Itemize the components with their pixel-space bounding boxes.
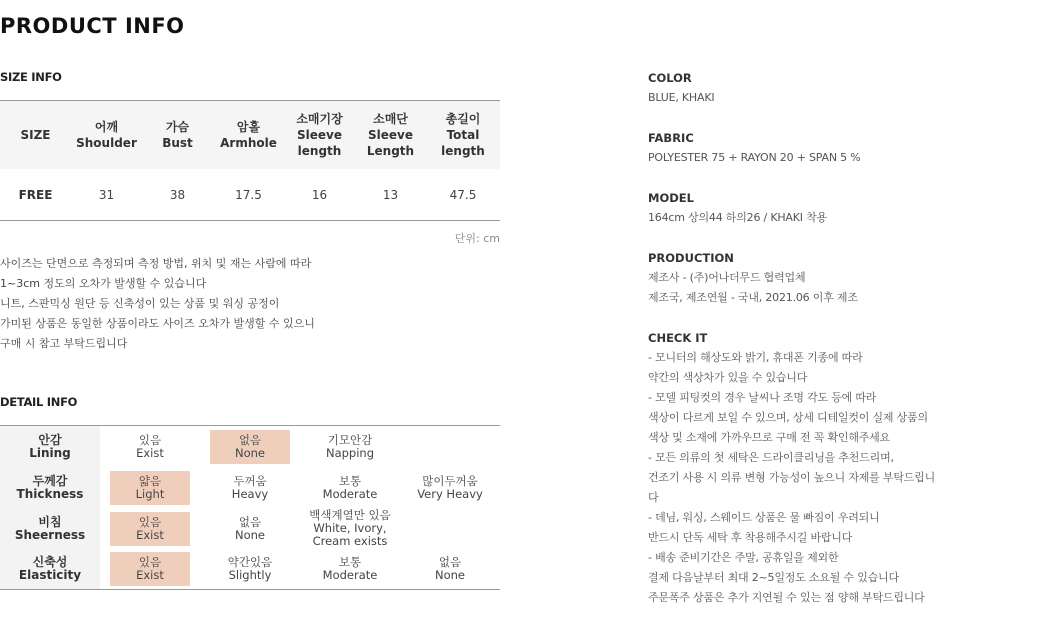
detail-row-header: 두께감 Thickness <box>0 467 100 508</box>
check-line: 색상 및 소재에 가까우므로 구매 전 꼭 확인해주세요 <box>648 431 891 444</box>
size-cell: 16 <box>311 187 328 202</box>
detail-option: 약간있음 Slightly <box>227 555 273 582</box>
note-line: 사이즈는 단면으로 측정되며 측정 방법, 위치 및 재는 사람에 따라 <box>0 257 312 270</box>
product-specs <box>648 68 1048 628</box>
size-notes <box>0 254 315 354</box>
production-value: 제조사 - (주)어나더무드 협력업체 <box>648 271 806 284</box>
size-header-bust: 가슴 Bust <box>162 120 193 150</box>
detail-option-cell <box>300 549 400 589</box>
detail-row-header: 안감 Lining <box>0 426 100 467</box>
detail-option-cell <box>300 508 400 549</box>
fabric-label: FABRIC <box>648 131 694 145</box>
detail-option: 보통 Moderate <box>322 473 378 501</box>
detail-option: 기모안감 Napping <box>325 432 375 460</box>
detail-option-cell <box>200 426 300 467</box>
detail-option-cell <box>100 549 200 589</box>
fabric-value: POLYESTER 75 + RAYON 20 + SPAN 5 % <box>648 151 861 164</box>
color-label: COLOR <box>648 71 692 85</box>
detail-option-cell <box>400 467 500 508</box>
fabric-group <box>648 128 1048 168</box>
check-line: - 배송 준비기간은 주말, 공휴일을 제외한 <box>648 551 839 564</box>
detail-row <box>0 508 500 549</box>
detail-option-cell <box>100 467 200 508</box>
production-label: PRODUCTION <box>648 251 734 265</box>
detail-option: 많이두꺼움 Very Heavy <box>417 473 483 501</box>
check-group <box>648 328 1048 608</box>
check-line: 주문폭주 상품은 추가 지연될 수 있는 점 양해 부탁드립니다 <box>648 591 925 604</box>
detail-row-header: 신축성 Elasticity <box>0 549 100 589</box>
detail-option: 없음 None <box>434 555 465 582</box>
size-cell: FREE <box>18 187 53 202</box>
note-line: 구매 시 참고 부탁드립니다 <box>0 337 128 350</box>
check-line: - 모델 피팅컷의 경우 날씨나 조명 각도 등에 따라 <box>648 391 877 404</box>
size-cell: 47.5 <box>449 187 477 202</box>
check-line: 반드시 단독 세탁 후 착용해주시길 바랍니다 <box>648 531 853 544</box>
detail-option-cell <box>400 549 500 589</box>
size-header-total-length: 총길이 Total length <box>441 112 485 158</box>
detail-option-selected: 얇음 Light <box>110 471 190 505</box>
detail-row <box>0 467 500 508</box>
size-header-armhole: 암홀 Armhole <box>220 120 277 150</box>
detail-option-cell <box>400 426 500 467</box>
color-value: BLUE, KHAKI <box>648 91 715 104</box>
detail-option: 보통 Moderate <box>322 555 378 582</box>
model-label: MODEL <box>648 191 694 205</box>
unit-label: 단위: cm <box>454 232 500 245</box>
check-line: 다 <box>648 491 659 504</box>
detail-option-cell <box>300 467 400 508</box>
detail-option-cell <box>200 549 300 589</box>
page-title: PRODUCT INFO <box>0 14 185 38</box>
detail-option: 있음 Exist <box>136 432 164 460</box>
size-table <box>0 100 500 221</box>
note-line: 니트, 스판믹싱 원단 등 신축성이 있는 상품 및 워싱 공정이 <box>0 297 280 310</box>
detail-info-label: DETAIL INFO <box>0 395 78 409</box>
check-line: 약간의 색상차가 있을 수 있습니다 <box>648 371 808 384</box>
detail-row-header: 비침 Sheerness <box>0 508 100 549</box>
size-table-header <box>0 101 500 169</box>
note-line: 가미된 상품은 동일한 상품이라도 사이즈 오차가 발생할 수 있으니 <box>0 317 315 330</box>
size-cell: 38 <box>169 187 186 202</box>
detail-option-selected: 있음 Exist <box>110 552 190 586</box>
detail-option-cell <box>200 508 300 549</box>
detail-option-cell <box>100 426 200 467</box>
color-group <box>648 68 1048 108</box>
detail-table <box>0 425 500 590</box>
production-value: 제조국, 제조연월 - 국내, 2021.06 이후 제조 <box>648 291 858 304</box>
detail-option-selected: 있음 Exist <box>110 512 190 546</box>
detail-row <box>0 549 500 589</box>
size-header-size: SIZE <box>20 128 51 142</box>
size-cell: 31 <box>98 187 115 202</box>
detail-option: 없음 None <box>234 514 265 542</box>
detail-option-cell <box>400 508 500 549</box>
detail-row <box>0 426 500 467</box>
check-label: CHECK IT <box>648 331 708 345</box>
size-info-label: SIZE INFO <box>0 70 62 84</box>
size-header-sleeve-cuff: 소매단 Sleeve Length <box>366 112 415 158</box>
note-line: 1~3cm 정도의 오차가 발생할 수 있습니다 <box>0 277 207 290</box>
detail-option-selected: 없음 None <box>210 430 290 464</box>
check-line: - 데님, 워싱, 스웨이드 상품은 물 빠짐이 우려되니 <box>648 511 880 524</box>
size-header-shoulder: 어깨 Shoulder <box>76 120 137 150</box>
detail-option-cell <box>300 426 400 467</box>
detail-option-cell <box>200 467 300 508</box>
detail-option: 백색계열만 있음 White, Ivory, Cream exists <box>309 508 391 548</box>
check-line: 건조기 사용 시 의류 변형 가능성이 높으니 자제를 부탁드립니 <box>648 471 936 484</box>
size-cell: 17.5 <box>235 187 262 202</box>
check-line: 결제 다음날부터 최대 2~5일정도 소요될 수 있습니다 <box>648 571 899 584</box>
check-line: 색상이 다르게 보일 수 있으며, 상세 디테일컷이 실제 상품의 <box>648 411 928 424</box>
size-cell: 13 <box>382 187 399 202</box>
detail-option-cell <box>100 508 200 549</box>
model-value: 164cm 상의44 하의26 / KHAKI 착용 <box>648 211 827 224</box>
size-header-sleeve-length: 소매기장 Sleeve length <box>296 112 343 158</box>
model-group <box>648 188 1048 228</box>
check-line: - 모든 의류의 첫 세탁은 드라이클리닝을 추천드리며, <box>648 451 894 464</box>
production-group <box>648 248 1048 308</box>
detail-option: 두꺼움 Heavy <box>231 473 269 501</box>
check-line: - 모니터의 해상도와 밝기, 휴대폰 기종에 따라 <box>648 351 863 364</box>
table-row <box>0 169 500 220</box>
